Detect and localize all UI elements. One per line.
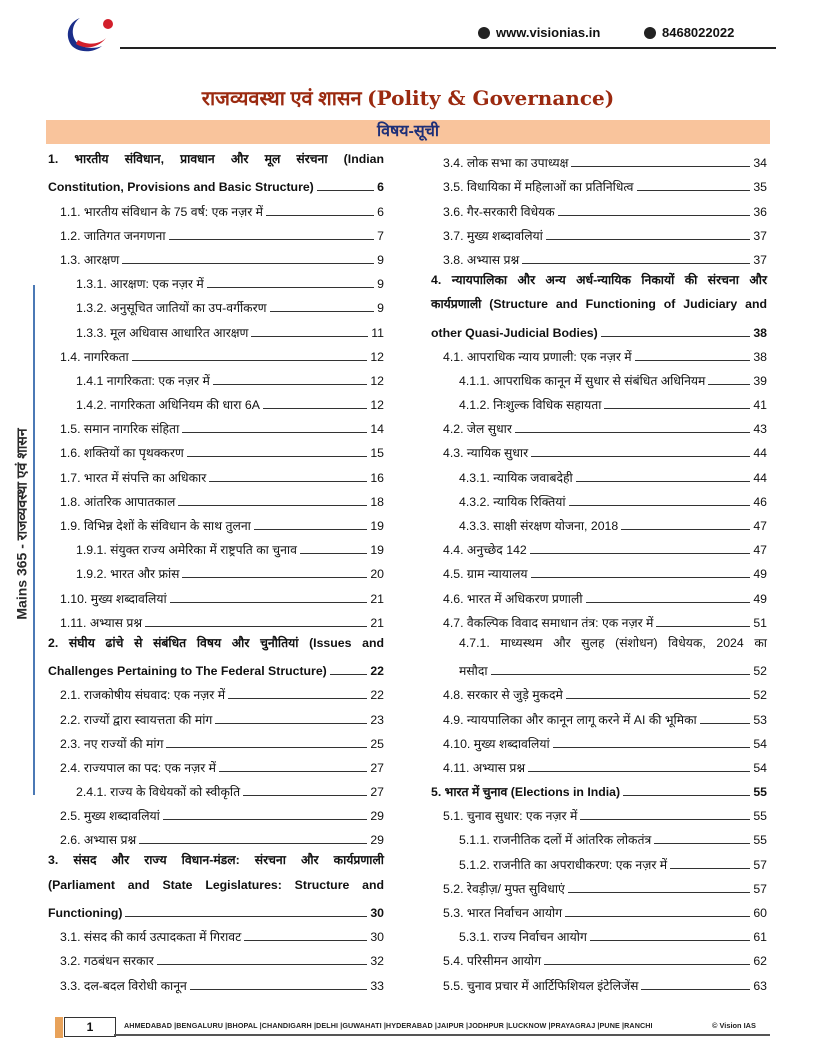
toc-entry[interactable] <box>48 581 384 605</box>
toc-entry-label: 4.2. जेल सुधार <box>443 422 512 437</box>
toc-entry[interactable] <box>48 654 384 678</box>
toc-entry-label: 1.4.1 नागरिकता: एक नज़र में <box>76 373 210 388</box>
toc-entry-label: 1.7. भारत में संपत्ति का अधिकार <box>60 470 207 485</box>
title-hindi: राजव्यवस्था एवं शासन <box>201 88 362 110</box>
toc-entry-label: 3.3. दल-बदल विरोधी कानून <box>60 978 187 993</box>
toc-entry[interactable] <box>48 460 384 484</box>
toc-entry[interactable] <box>48 146 384 170</box>
toc-entry[interactable] <box>48 847 384 871</box>
toc-leader-line <box>580 819 750 820</box>
toc-leader-line <box>243 795 367 796</box>
toc-leader-line <box>558 215 751 216</box>
toc-entry-label: 4.3.2. न्यायिक रिक्तियां <box>459 494 566 509</box>
toc-entry[interactable] <box>431 727 767 751</box>
toc-entry[interactable] <box>48 291 384 315</box>
toc-entry-label: 5.3. भारत निर्वाचन आयोग <box>443 906 563 920</box>
toc-leader-line <box>700 723 751 724</box>
toc-leader-line <box>132 360 368 361</box>
toc-entry-label: 3.7. मुख्य शब्दावलियां <box>443 228 543 243</box>
toc-page-number: 37 <box>753 228 767 243</box>
toc-page-number: 54 <box>753 760 767 775</box>
footer-rule <box>114 1034 770 1036</box>
toc-entry-label: 2.1. राजकोषीय संघवाद: एक नज़र में <box>60 688 226 703</box>
toc-page-number: 62 <box>753 954 767 969</box>
toc-leader-line <box>571 166 750 167</box>
toc-page-number: 21 <box>370 615 384 630</box>
toc-page-number: 9 <box>377 277 384 292</box>
toc-entry[interactable] <box>48 920 384 944</box>
toc-page-number: 36 <box>753 204 767 219</box>
toc-entry[interactable] <box>431 606 767 630</box>
toc-leader-line <box>122 263 374 264</box>
toc-leader-line <box>263 408 367 409</box>
toc-entry[interactable] <box>48 775 384 799</box>
toc-entry[interactable] <box>431 267 767 291</box>
toc-entry[interactable] <box>431 630 767 654</box>
toc-entry[interactable] <box>431 557 767 581</box>
phone-icon <box>644 27 656 39</box>
toc-page-number: 19 <box>370 543 384 558</box>
sidebar-rule <box>33 285 35 795</box>
toc-entry-label: 2.4.1. राज्य के विधेयकों को स्वीकृति <box>76 785 241 800</box>
toc-entry-label: 1. भारतीय संविधान, प्रावधान और मूल संरचना (Indian <box>48 152 384 166</box>
contents-banner: विषय-सूची <box>46 120 770 144</box>
toc-page-number: 27 <box>370 785 384 800</box>
toc-leader-line <box>565 916 750 917</box>
toc-entry-label: 5.2. रेवड़ीज़/ मुफ्त सुविधाएं <box>443 881 565 896</box>
toc-page-number: 55 <box>753 785 767 800</box>
toc-entry-label: 2.5. मुख्य शब्दावलियां <box>60 809 160 824</box>
toc-page-number: 12 <box>370 398 384 413</box>
toc-leader-line <box>546 239 750 240</box>
toc-entry-label: 5.4. परिसीमन आयोग <box>443 954 542 969</box>
toc-entry-label: Constitution, Provisions and Basic Structure) <box>48 180 314 195</box>
toc-entry[interactable] <box>48 533 384 557</box>
toc-right-column <box>431 146 767 993</box>
toc-entry[interactable] <box>431 944 767 968</box>
logo-red-dot <box>103 19 113 29</box>
toc-entry-label: 4.5. ग्राम न्यायालय <box>443 567 528 582</box>
toc-entry-label: 4.7. वैकल्पिक विवाद समाधान तंत्र: एक नज़र में <box>443 615 654 630</box>
toc-page-number: 16 <box>370 470 384 485</box>
toc-entry[interactable] <box>431 509 767 533</box>
toc-entry[interactable] <box>48 557 384 581</box>
toc-entry-label: other Quasi-Judicial Bodies) <box>431 325 598 340</box>
toc-page-number: 11 <box>371 325 384 340</box>
toc-page-number: 30 <box>370 906 384 920</box>
toc-entry-label: 4.6. भारत में अधिकरण प्रणाली <box>443 591 583 606</box>
toc-entry[interactable] <box>431 533 767 557</box>
toc-leader-line <box>251 336 368 337</box>
globe-icon <box>478 27 490 39</box>
toc-entry-label: 4.11. अभ्यास प्रश्न <box>443 760 526 775</box>
toc-entry-label: 3.4. लोक सभा का उपाध्यक्ष <box>443 156 569 171</box>
toc-page-number: 22 <box>370 664 384 679</box>
toc-entry[interactable] <box>48 485 384 509</box>
toc-left-column <box>48 146 384 993</box>
toc-entry[interactable] <box>48 702 384 726</box>
toc-entry-label: 2.2. राज्यों द्वारा स्वायत्तता की मांग <box>60 712 213 727</box>
toc-entry[interactable] <box>431 340 767 364</box>
toc-page-number: 47 <box>753 543 767 558</box>
toc-leader-line <box>623 795 750 796</box>
toc-entry-label: 4.1.1. आपराधिक कानून में सुधार से संबंधित अधिनियम <box>459 373 706 388</box>
logo-red-swoosh <box>76 38 106 47</box>
toc-entry-label: 1.3.3. मूल अधिवास आधारित आरक्षण <box>76 325 249 340</box>
toc-entry-label: 1.5. समान नागरिक संहिता <box>60 422 180 437</box>
toc-leader-line <box>270 311 375 312</box>
toc-leader-line <box>178 505 367 506</box>
toc-entry[interactable] <box>431 872 767 896</box>
toc-entry[interactable] <box>48 630 384 654</box>
toc-page-number: 33 <box>370 978 384 993</box>
toc-page-number: 57 <box>753 881 767 896</box>
toc-entry[interactable] <box>431 388 767 412</box>
toc-entry-label: 3.8. अभ्यास प्रश्न <box>443 252 520 267</box>
toc-leader-line <box>145 626 367 627</box>
toc-leader-line <box>531 577 751 578</box>
toc-entry-label: 3. संसद और राज्य विधान-मंडल: संरचना और कार्यप्रणाली <box>48 853 384 868</box>
toc-leader-line <box>190 989 367 990</box>
toc-entry[interactable] <box>431 219 767 243</box>
toc-page-number: 46 <box>753 494 767 509</box>
toc-leader-line <box>244 940 367 941</box>
toc-page-number: 51 <box>753 615 767 630</box>
toc-entry[interactable] <box>48 727 384 751</box>
footer-copyright: © Vision IAS <box>712 1021 756 1030</box>
toc-leader-line <box>300 553 367 554</box>
toc-entry-label: 5.1.2. राजनीति का अपराधीकरण: एक नज़र में <box>459 857 668 872</box>
toc-entry[interactable] <box>431 485 767 509</box>
toc-leader-line <box>569 505 751 506</box>
phone-text: 8468022022 <box>662 25 735 40</box>
toc-entry[interactable] <box>48 243 384 267</box>
toc-page-number: 6 <box>377 180 384 195</box>
toc-entry[interactable] <box>48 170 384 194</box>
toc-entry-label: 1.9.2. भारत और फ्रांस <box>76 567 180 582</box>
toc-entry-label: मसौदा <box>459 664 488 679</box>
toc-page-number: 15 <box>370 446 384 461</box>
website-contact[interactable] <box>478 25 600 40</box>
toc-leader-line <box>568 892 751 893</box>
toc-entry-label: 4.1.2. निःशुल्क विधिक सहायता <box>459 398 602 413</box>
toc-entry-label: 1.8. आंतरिक आपातकाल <box>60 494 176 509</box>
toc-leader-line <box>157 964 367 965</box>
toc-entry-label: 4.3. न्यायिक सुधार <box>443 446 529 461</box>
website-text: www.visionias.in <box>496 25 601 40</box>
toc-leader-line <box>522 263 750 264</box>
toc-entry-label: 3.1. संसद की कार्य उत्पादकता में गिरावट <box>60 930 242 945</box>
toc-leader-line <box>515 432 750 433</box>
toc-entry[interactable] <box>431 775 767 799</box>
toc-entry[interactable] <box>48 388 384 412</box>
toc-leader-line <box>604 408 750 409</box>
toc-entry-label: 4. न्यायपालिका और अन्य अर्ध-न्यायिक निकायों की संरचना और <box>431 272 767 287</box>
toc-entry[interactable] <box>48 194 384 218</box>
toc-page-number: 35 <box>753 180 767 195</box>
toc-leader-line <box>656 626 750 627</box>
vision-ias-logo <box>62 14 118 54</box>
toc-leader-line <box>586 602 751 603</box>
toc-entry-label: 4.10. मुख्य शब्दावलियां <box>443 736 550 751</box>
toc-entry[interactable] <box>431 581 767 605</box>
toc-entry[interactable] <box>431 315 767 339</box>
toc-entry-label: 1.9. विभिन्न देशों के संविधान के साथ तुलना <box>60 519 251 533</box>
toc-leader-line <box>590 940 750 941</box>
toc-entry-label: 2.4. राज्यपाल का पद: एक नज़र में <box>60 760 217 775</box>
toc-entry[interactable] <box>431 847 767 871</box>
toc-entry-label: 1.4.2. नागरिकता अधिनियम की धारा 6A <box>76 398 260 413</box>
toc-page-number: 20 <box>370 567 384 582</box>
toc-entry[interactable] <box>48 678 384 702</box>
toc-entry[interactable] <box>48 606 384 630</box>
toc-leader-line <box>266 215 374 216</box>
toc-leader-line <box>213 384 368 385</box>
toc-entry-label: 5.3.1. राज्य निर्वाचन आयोग <box>459 930 587 945</box>
toc-page-number: 60 <box>753 906 767 920</box>
toc-entry-label: 2.6. अभ्यास प्रश्न <box>60 833 137 848</box>
toc-entry[interactable] <box>431 194 767 218</box>
toc-page-number: 49 <box>753 591 767 606</box>
toc-entry[interactable] <box>48 340 384 364</box>
toc-page-number: 38 <box>753 325 767 340</box>
toc-entry[interactable] <box>431 412 767 436</box>
toc-page-number: 29 <box>370 809 384 824</box>
toc-page-number: 39 <box>753 373 767 388</box>
toc-leader-line <box>531 456 750 457</box>
toc-entry[interactable] <box>431 654 767 678</box>
toc-entry[interactable] <box>431 896 767 920</box>
toc-entry[interactable] <box>48 315 384 339</box>
toc-entry-label: 4.9. न्यायपालिका और कानून लागू करने में AI की भूमिका <box>443 712 697 727</box>
toc-entry-label: 3.5. विधायिका में महिलाओं का प्रतिनिधित्व <box>443 180 634 195</box>
toc-page-number: 43 <box>753 422 767 437</box>
toc-leader-line <box>317 190 374 191</box>
toc-leader-line <box>601 336 751 337</box>
toc-entry-label: 4.8. सरकार से जुड़े मुकदमे <box>443 688 563 703</box>
toc-leader-line <box>170 602 368 603</box>
toc-entry[interactable] <box>48 968 384 992</box>
toc-page-number: 21 <box>370 591 384 606</box>
toc-entry[interactable] <box>431 823 767 847</box>
toc-leader-line <box>491 674 751 675</box>
toc-page-number: 52 <box>753 664 767 679</box>
toc-leader-line <box>553 747 751 748</box>
toc-entry[interactable] <box>431 920 767 944</box>
toc-entry-label: 1.11. अभ्यास प्रश्न <box>60 615 143 630</box>
toc-leader-line <box>530 553 751 554</box>
toc-entry[interactable] <box>48 267 384 291</box>
toc-leader-line <box>544 964 750 965</box>
toc-entry-label: कार्यप्रणाली (Structure and Functioning of Judiciary and <box>431 297 767 312</box>
toc-page-number: 9 <box>377 301 384 316</box>
toc-entry[interactable] <box>431 968 767 992</box>
toc-entry-label: 4.7.1. माध्यस्थम और सुलह (संशोधन) विधेयक, 2024 का <box>459 635 767 650</box>
toc-page-number: 30 <box>370 930 384 945</box>
toc-leader-line <box>708 384 750 385</box>
toc-entry-label: 1.9.1. संयुक्त राज्य अमेरिका में राष्ट्रपति का चुनाव <box>76 543 297 558</box>
toc-leader-line <box>528 771 750 772</box>
toc-leader-line <box>641 989 750 990</box>
toc-entry-label: 1.3. आरक्षण <box>60 252 120 267</box>
toc-entry[interactable] <box>431 243 767 267</box>
toc-entry[interactable] <box>431 364 767 388</box>
page-number: 1 <box>64 1017 116 1037</box>
toc-leader-line <box>254 529 367 530</box>
toc-leader-line <box>166 747 367 748</box>
toc-entry-label: 1.4. नागरिकता <box>60 349 129 364</box>
toc-entry-label: 1.2. जातिगत जनगणना <box>60 228 166 243</box>
toc-entry[interactable] <box>48 509 384 533</box>
toc-entry[interactable] <box>48 823 384 847</box>
toc-leader-line <box>187 456 368 457</box>
toc-leader-line <box>670 868 750 869</box>
toc-page-number: 19 <box>370 519 384 533</box>
toc-leader-line <box>163 819 367 820</box>
toc-page-number: 57 <box>753 857 767 872</box>
toc-entry[interactable] <box>48 436 384 460</box>
toc-page-number: 23 <box>370 712 384 727</box>
toc-page-number: 25 <box>370 736 384 751</box>
toc-entry-label: 1.10. मुख्य शब्दावलियां <box>60 591 167 606</box>
toc-page-number: 12 <box>370 349 384 364</box>
toc-entry-label: 3.6. गैर-सरकारी विधेयक <box>443 204 555 219</box>
toc-page-number: 34 <box>753 156 767 171</box>
toc-page-number: 63 <box>753 978 767 993</box>
toc-entry[interactable] <box>431 460 767 484</box>
toc-entry[interactable] <box>431 751 767 775</box>
toc-page-number: 9 <box>377 252 384 267</box>
toc-page-number: 38 <box>753 349 767 364</box>
toc-page-number: 22 <box>370 688 384 703</box>
toc-leader-line <box>182 577 367 578</box>
toc-entry-label: 1.6. शक्तियों का पृथक्करण <box>60 446 184 461</box>
toc-entry[interactable] <box>48 412 384 436</box>
toc-entry[interactable] <box>431 146 767 170</box>
toc-leader-line <box>635 360 751 361</box>
toc-entry[interactable] <box>431 678 767 702</box>
sidebar-label: Mains 365 - राजव्यवस्था एवं शासन <box>13 428 30 620</box>
title-english: (Polity & Governance) <box>367 86 615 110</box>
toc-page-number: 12 <box>370 373 384 388</box>
phone-contact[interactable] <box>644 25 734 40</box>
toc-page-number: 32 <box>370 954 384 969</box>
toc-leader-line <box>566 698 750 699</box>
toc-page-number: 44 <box>753 446 767 461</box>
toc-entry-label: 5.1. चुनाव सुधार: एक नज़र में <box>443 809 578 824</box>
toc-leader-line <box>576 481 751 482</box>
toc-page-number: 18 <box>370 494 384 509</box>
toc-page-number: 54 <box>753 736 767 751</box>
toc-entry[interactable] <box>431 436 767 460</box>
toc-entry-label: 4.4. अनुच्छेद 142 <box>443 543 527 558</box>
toc-leader-line <box>139 843 367 844</box>
toc-entry[interactable] <box>431 291 767 315</box>
toc-entry[interactable] <box>48 219 384 243</box>
toc-entry-label: (Parliament and State Legislatures: Structure and <box>48 877 384 892</box>
toc-page-number: 6 <box>377 204 384 219</box>
toc-entry[interactable] <box>48 944 384 968</box>
toc-entry-label: 1.3.1. आरक्षण: एक नज़र में <box>76 277 204 292</box>
toc-page-number: 37 <box>753 252 767 267</box>
toc-leader-line <box>330 674 368 675</box>
toc-page-number: 49 <box>753 567 767 582</box>
toc-entry[interactable] <box>431 170 767 194</box>
toc-entry-label: 1.3.2. अनुसूचित जातियों का उप-वर्गीकरण <box>76 301 267 316</box>
toc-leader-line <box>215 723 367 724</box>
toc-entry-label: 5. भारत में चुनाव (Elections in India) <box>431 785 621 800</box>
toc-page-number: 47 <box>753 519 767 533</box>
toc-page-number: 14 <box>370 422 384 437</box>
toc-page-number: 7 <box>377 228 384 243</box>
toc-page-number: 29 <box>370 833 384 848</box>
toc-leader-line <box>207 287 374 288</box>
toc-leader-line <box>621 529 750 530</box>
toc-leader-line <box>219 771 367 772</box>
toc-page-number: 44 <box>753 470 767 485</box>
toc-leader-line <box>637 190 751 191</box>
toc-entry-label: Challenges Pertaining to The Federal Structure) <box>48 664 327 679</box>
toc-leader-line <box>169 239 375 240</box>
toc-page-number: 61 <box>753 930 767 945</box>
toc-entry[interactable] <box>48 896 384 920</box>
toc-page-number: 53 <box>753 712 767 727</box>
toc-page-number: 41 <box>753 398 767 413</box>
toc-entry-label: 5.1.1. राजनीतिक दलों में आंतरिक लोकतंत्र <box>459 833 652 848</box>
toc-entry-label: 4.3.3. साक्षी संरक्षण योजना, 2018 <box>459 519 619 533</box>
toc-entry[interactable] <box>48 751 384 775</box>
toc-entry-label: 4.1. आपराधिक न्याय प्रणाली: एक नज़र में <box>443 349 632 364</box>
toc-leader-line <box>209 481 367 482</box>
toc-leader-line <box>228 698 367 699</box>
toc-page-number: 55 <box>753 833 767 848</box>
toc-entry-label: 4.3.1. न्यायिक जवाबदेही <box>459 470 573 485</box>
toc-entry[interactable] <box>48 799 384 823</box>
toc-page-number: 55 <box>753 809 767 824</box>
toc-entry-label: 3.2. गठबंधन सरकार <box>60 954 154 969</box>
toc-entry[interactable] <box>48 364 384 388</box>
toc-entry-label: Functioning) <box>48 906 123 920</box>
toc-entry-label: 2.3. नए राज्यों की मांग <box>60 736 164 751</box>
footer-cities: AHMEDABAD |BENGALURU |BHOPAL |CHANDIGARH |DELHI |GUWAHATI |HYDERABAD |JAIPUR |JODHPUR |LUCKNOW |PRAYAGRAJ |PUNE |RANCHI <box>124 1021 653 1030</box>
page-title <box>0 84 816 111</box>
toc-page-number: 52 <box>753 688 767 703</box>
toc-entry[interactable] <box>48 872 384 896</box>
toc-entry-label: 2. संघीय ढांचे से संबंधित विषय और चुनौतियां (Issues and <box>48 635 384 650</box>
toc-entry-label: 5.5. चुनाव प्रचार में आर्टिफिशियल इंटेलिजेंस <box>443 978 639 993</box>
toc-leader-line <box>654 843 750 844</box>
toc-leader-line <box>182 432 367 433</box>
toc-entry[interactable] <box>431 799 767 823</box>
toc-page-number: 27 <box>370 760 384 775</box>
toc-entry-label: 1.1. भारतीय संविधान के 75 वर्ष: एक नज़र में <box>60 204 263 219</box>
toc-leader-line <box>125 916 367 917</box>
header-rule <box>120 47 776 49</box>
toc-entry[interactable] <box>431 702 767 726</box>
